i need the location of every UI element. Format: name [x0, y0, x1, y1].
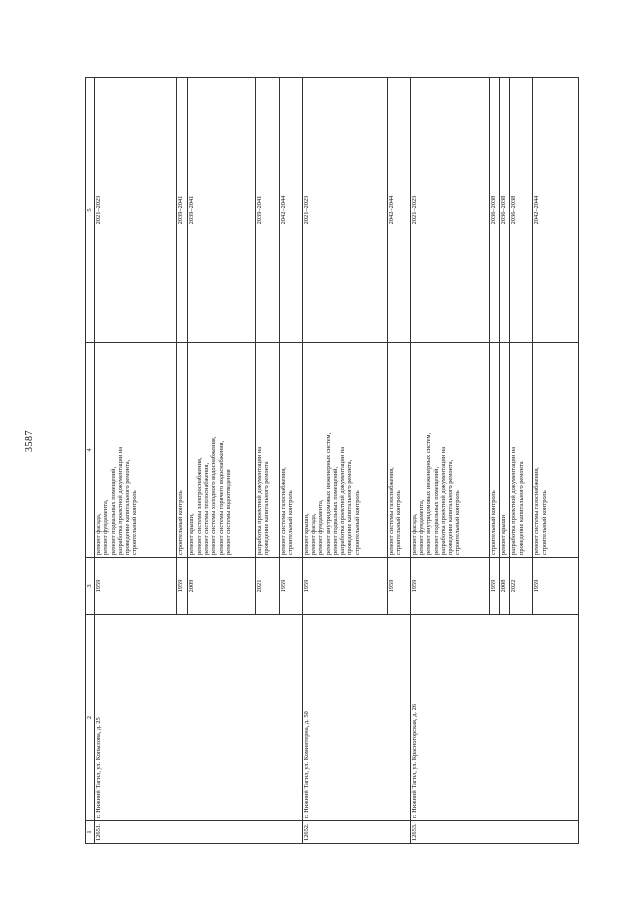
work-item: строительный контроль [177, 490, 185, 555]
works-cell [387, 343, 410, 558]
work-item: ремонт внутридомовых инженерных систем, [324, 432, 332, 555]
table-row [95, 78, 177, 844]
work-item: ремонт системы водоотведения [224, 469, 232, 555]
address-cell: г. Нижний Тагил, ул. Коминтерна, д. 50 [302, 615, 410, 821]
repair-schedule-table [85, 77, 579, 844]
work-item: ремонт крыши, [302, 513, 310, 555]
year-cell: 1959 [302, 558, 387, 615]
table-row [410, 78, 489, 844]
works-cell [510, 343, 533, 558]
work-item: ремонт системы газоснабжения, [533, 467, 541, 555]
row-number: 12652. [302, 821, 410, 844]
work-item: ремонт подвальных помещений, [109, 466, 117, 555]
period-cell: 2036–2038 [510, 78, 533, 343]
work-item: ремонт системы горячего водоснабжения, [217, 440, 225, 555]
works-cell [410, 343, 489, 558]
year-cell: 1959 [489, 558, 499, 615]
period-cell: 2021–2023 [95, 78, 177, 343]
period-cell: 2021–2023 [410, 78, 489, 343]
year-cell: 1959 [410, 558, 489, 615]
year-cell: 1959 [279, 558, 302, 615]
year-cell: 1959 [95, 558, 177, 615]
work-item: ремонт фундамента, [102, 499, 110, 555]
work-item: проведение капитального ремонта, [124, 459, 132, 555]
work-item: строительный контроль [489, 490, 497, 555]
header-row [86, 78, 95, 844]
period-cell: 2042–2044 [279, 78, 302, 343]
address-cell: г. Нижний Тагил, ул. Красногорская, д. 26 [410, 615, 578, 821]
table-row [302, 78, 387, 844]
work-item: ремонт крыши [499, 514, 507, 555]
period-cell: 2039–2041 [188, 78, 256, 343]
year-cell: 1959 [387, 558, 410, 615]
work-item: разработка проектной документации на [510, 446, 518, 555]
work-item: проведение капитального ремонта [263, 461, 271, 555]
works-cell [177, 343, 188, 558]
work-item: разработка проектной документации на [439, 446, 447, 555]
address-cell: г. Нижний Тагил, ул. Копылова, д. 25 [95, 615, 303, 821]
work-item: разработка проектной документации на [339, 446, 347, 555]
work-item: ремонт системы теплоснабжения, [203, 462, 211, 555]
work-item: ремонт фасада, [95, 513, 102, 555]
row-number: 12651. [95, 821, 303, 844]
work-item: ремонт системы холодного водоснабжения, [210, 436, 218, 555]
work-item: строительный контроль [454, 490, 462, 555]
year-cell: 2008 [499, 558, 509, 615]
work-item: ремонт системы газоснабжения, [279, 467, 287, 555]
work-item: строительный контроль [131, 490, 139, 555]
header-col-5: 5 [86, 78, 95, 343]
work-item: разработка проектной документации на [116, 446, 124, 555]
work-item: ремонт фасада, [410, 513, 418, 555]
year-cell: 2021 [255, 558, 279, 615]
works-cell [499, 343, 509, 558]
period-cell: 2036–2038 [489, 78, 499, 343]
works-cell [533, 343, 579, 558]
work-item: ремонт подвальных помещений, [331, 466, 339, 555]
work-item: ремонт фасада, [309, 513, 317, 555]
works-cell [489, 343, 499, 558]
year-cell: 1959 [533, 558, 579, 615]
period-cell: 2021–2023 [302, 78, 387, 343]
year-cell: 2009 [188, 558, 256, 615]
works-cell [255, 343, 279, 558]
work-item: ремонт внутридомовых инженерных систем, [425, 432, 433, 555]
period-cell: 2042–2044 [533, 78, 579, 343]
header-col-3: 3 [86, 558, 95, 615]
work-item: проведение капитального ремонта, [346, 459, 354, 555]
page-number: 3587 [24, 430, 35, 452]
work-item: проведение капитального ремонта, [447, 459, 455, 555]
period-cell: 2039–2041 [177, 78, 188, 343]
header-col-4: 4 [86, 343, 95, 558]
work-item: строительный контроль [287, 490, 295, 555]
work-item: разработка проектной документации на [255, 446, 263, 555]
work-item: ремонт фундамента, [317, 499, 325, 555]
works-cell [188, 343, 256, 558]
row-number: 12653. [410, 821, 578, 844]
header-col-2: 2 [86, 615, 95, 821]
works-cell [302, 343, 387, 558]
work-item: проведение капитального ремонта [517, 461, 525, 555]
period-cell: 2036–2038 [499, 78, 509, 343]
works-cell [279, 343, 302, 558]
works-cell [95, 343, 177, 558]
period-cell: 2042–2044 [387, 78, 410, 343]
work-item: строительный контроль [353, 490, 361, 555]
work-item: строительный контроль [540, 490, 548, 555]
work-item: ремонт подвальных помещений, [432, 466, 440, 555]
work-item: ремонт системы газоснабжения, [387, 467, 395, 555]
rotated-table-container [85, 78, 579, 844]
year-cell: 2022 [510, 558, 533, 615]
work-item: строительный контроль [395, 490, 403, 555]
work-item: ремонт системы электроснабжения, [195, 457, 203, 555]
header-col-1: 1 [86, 821, 95, 844]
year-cell: 1959 [177, 558, 188, 615]
work-item: ремонт крыши, [188, 513, 196, 555]
work-item: ремонт фундамента, [417, 499, 425, 555]
period-cell: 2039–2041 [255, 78, 279, 343]
